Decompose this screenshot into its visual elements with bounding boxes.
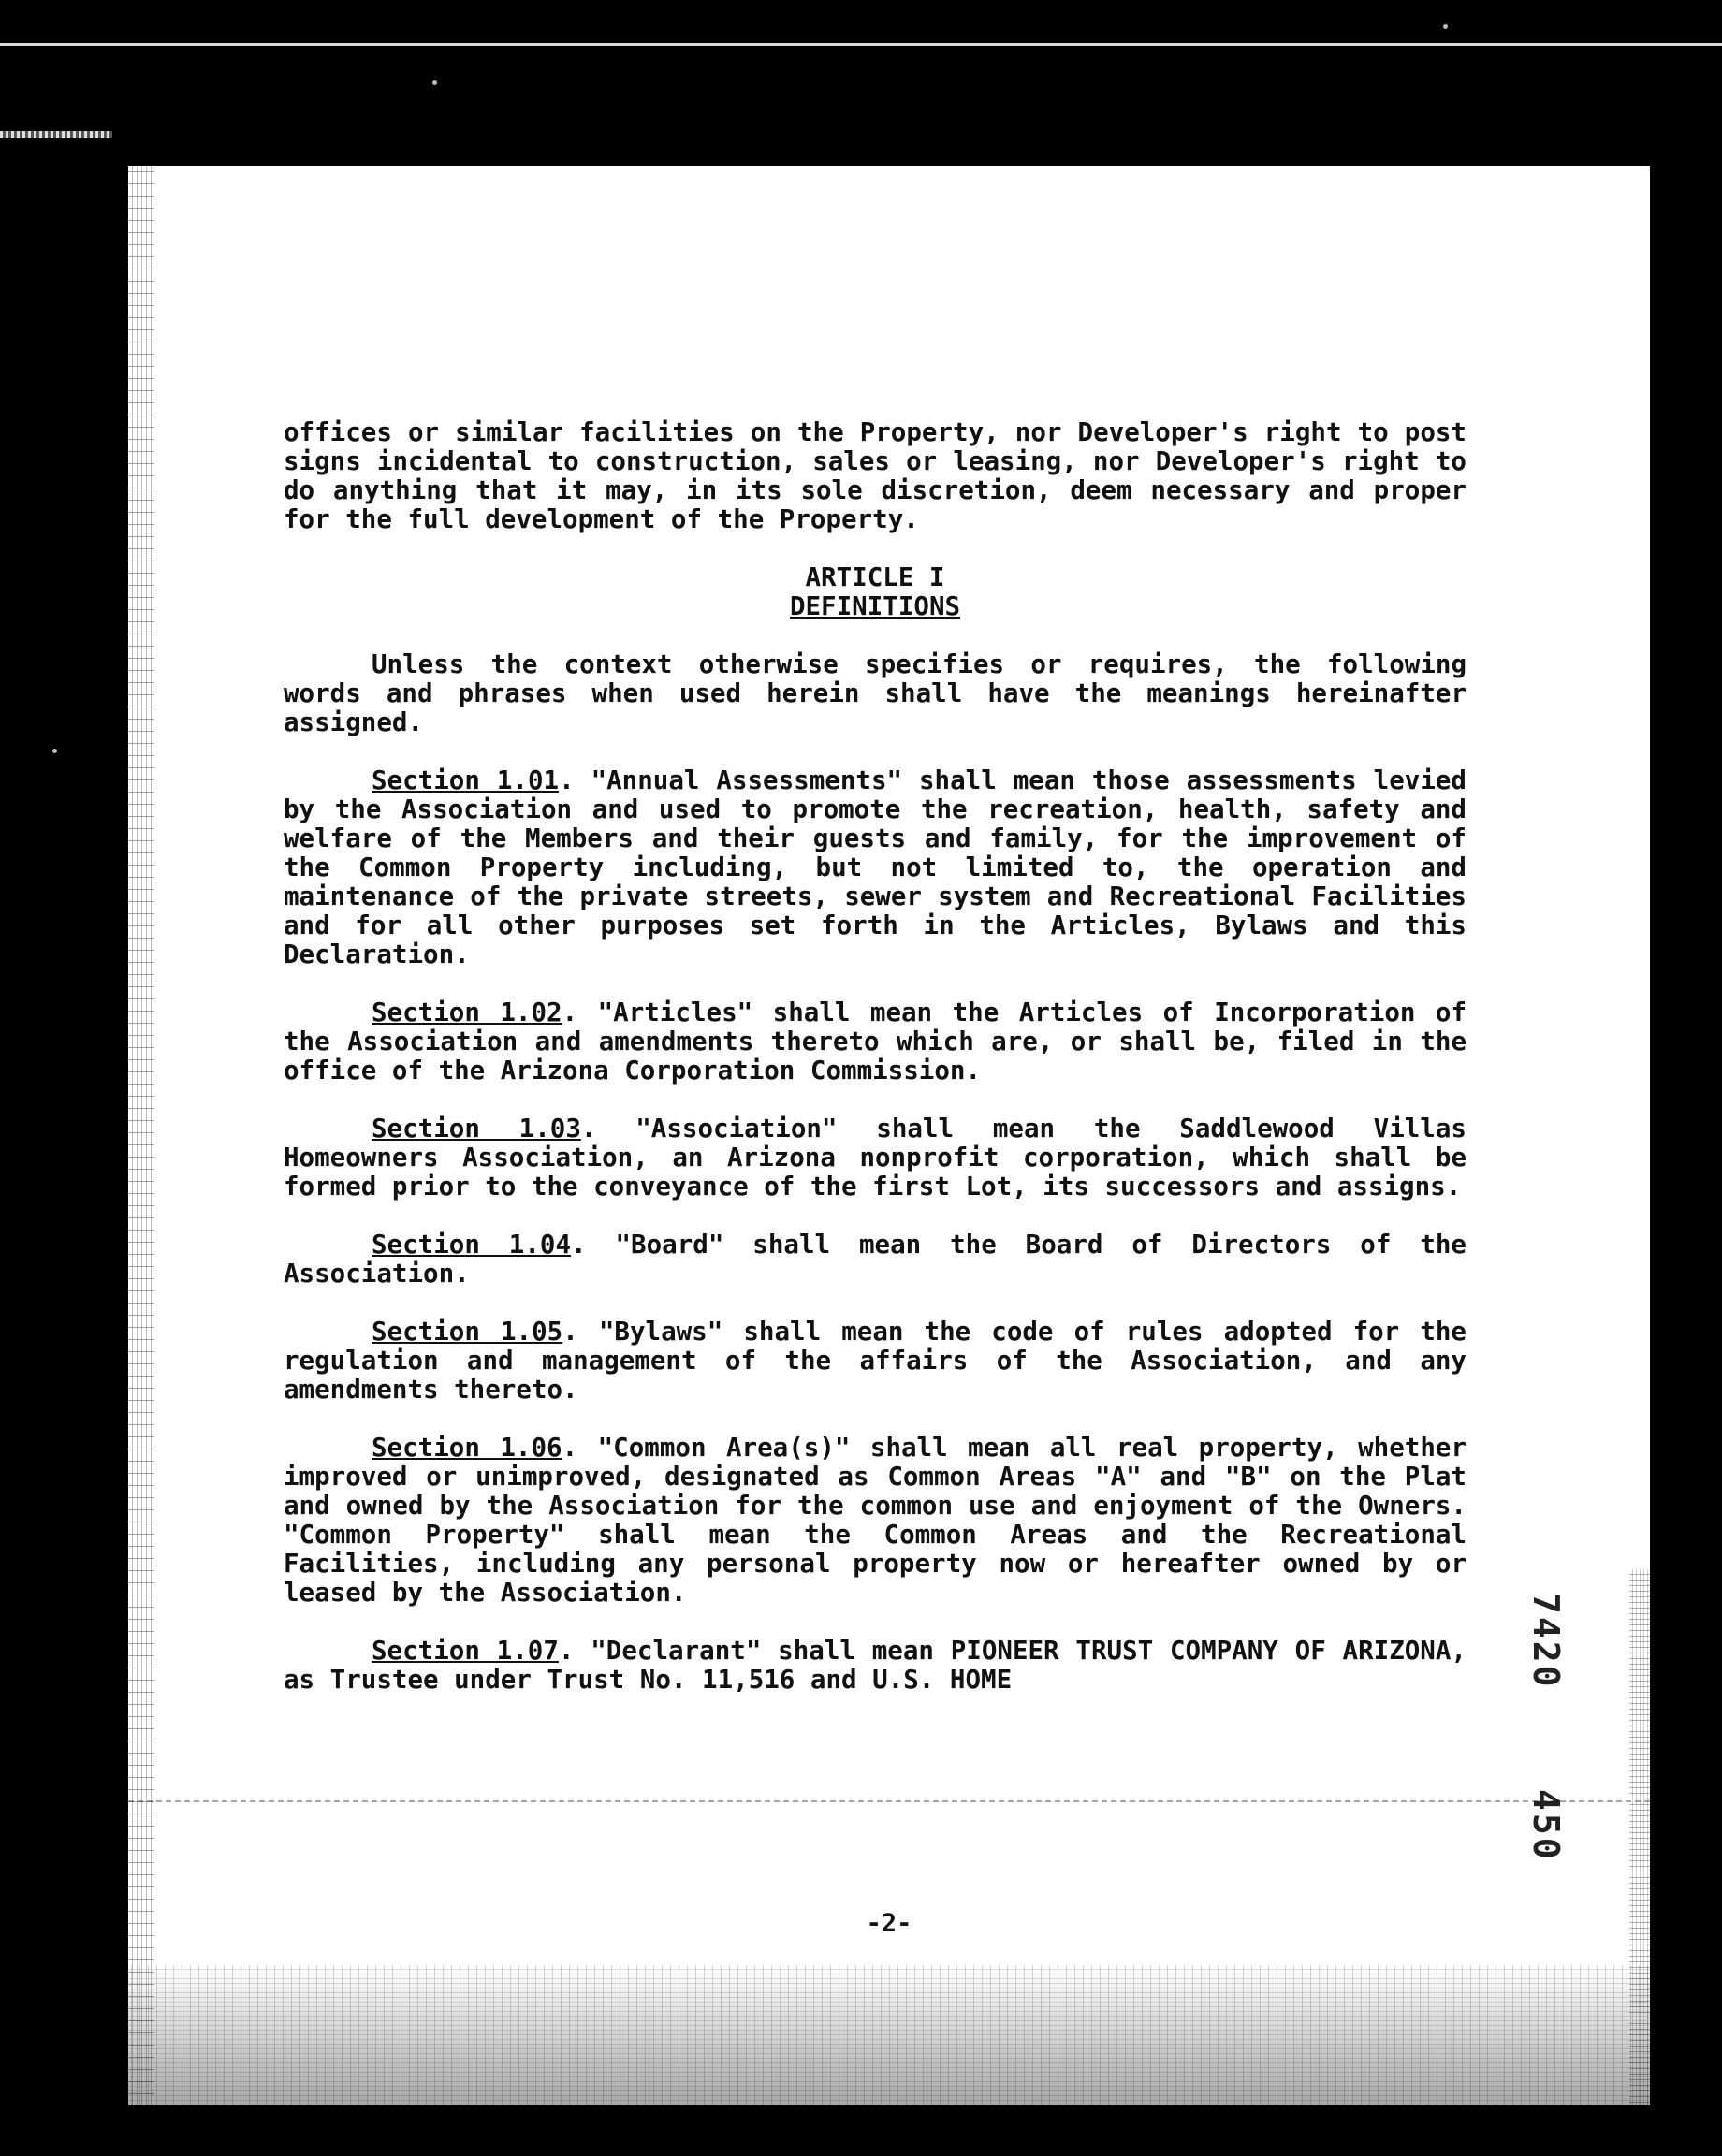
article-title: ARTICLE I (805, 562, 945, 592)
page-number: -2- (866, 1909, 912, 1938)
document-page (128, 166, 1650, 2105)
section-1-03: Section 1.03. "Association" shall mean the Saddlewood Villas Homeowners Association, an Arizona nonprofit corporation, which shall be formed prior to the conveyance of the first Lot, its successors and assigns. (284, 1114, 1467, 1202)
section-1-06: Section 1.06. "Common Area(s)" shall mean all real property, whether improved or unimproved, designated as Common Areas "A" and "B" on the Plat and owned by the Association for the common use and enjoyment of the Owners. "Common Property" shall mean the Common Areas and the Recreational Facilities, including any personal property now or hereafter owned by or leased by the Association. (284, 1433, 1467, 1608)
scan-noise-left (128, 166, 154, 2105)
section-1-05: Section 1.05. "Bylaws" shall mean the code of rules adopted for the regulation and management of the affairs of the Association, and any amendments thereto. (284, 1317, 1467, 1405)
section-label: Section 1.03 (372, 1114, 581, 1144)
scan-top-rule (0, 43, 1722, 46)
scan-noise-bottom (128, 1965, 1650, 2105)
section-label: Section 1.02 (372, 998, 562, 1027)
section-text: "Board" shall mean the Board of Directors of the Association. (284, 1230, 1467, 1289)
side-stamp-book: 7420 (1525, 1593, 1567, 1690)
continuation-paragraph: offices or similar facilities on the Property, nor Developer's right to post signs incidental to construction, sales or leasing, nor Developer's right to do anything that it may, in its sole discretion, deem necessary and proper for the full development of the Property. (284, 417, 1467, 534)
section-text: "Association" shall mean the Saddlewood Villas Homeowners Association, an Arizona nonprofit corporation, which shall be formed prior to the conveyance of the first Lot, its successors and assigns. (284, 1114, 1467, 1202)
section-label: Section 1.06 (372, 1433, 562, 1463)
section-text: "Bylaws" shall mean the code of rules adopted for the regulation and management of the affairs of the Association, and any amendments thereto. (284, 1317, 1467, 1405)
scan-edge-strip (0, 131, 112, 138)
scan-speck (52, 749, 57, 753)
document-body (284, 418, 1467, 1724)
section-text: "Articles" shall mean the Articles of Incorporation of the Association and amendments thereto which are, or shall be, filed in the office of the Arizona Corporation Commission. (284, 998, 1467, 1085)
section-label: Section 1.04 (372, 1230, 572, 1260)
section-label: Section 1.01 (372, 765, 560, 795)
scan-speck (432, 80, 437, 85)
section-text: "Annual Assessments" shall mean those assessments levied by the Association and used to promote the recreation, health, safety and welfare of the Members and their guests and family, for the improvement of the Common Property including, but not limited to, the operation and maintenance of the private streets, sewer system and Recreational Facilities and for all other purposes set forth in the Articles, Bylaws and this Declaration. (284, 765, 1467, 969)
article-subtitle: DEFINITIONS (789, 591, 961, 621)
scan-speck (1443, 24, 1448, 29)
section-text: "Common Area(s)" shall mean all real property, whether improved or unimproved, designated as Common Areas "A" and "B" on the Plat and owned by the Association for the common use and enjoyment of the Owners. "Common Property" shall mean the Common Areas and the Recreational Facilities, including any personal property now or hereafter owned by or leased by the Association. (284, 1433, 1467, 1608)
section-1-01: Section 1.01. "Annual Assessments" shall mean those assessments levied by the Association and used to promote the recreation, health, safety and welfare of the Members and their guests and family, for the improvement of the Common Property including, but not limited to, the operation and maintenance of the private streets, sewer system and Recreational Facilities and for all other purposes set forth in the Articles, Bylaws and this Declaration. (284, 765, 1467, 969)
section-label: Section 1.05 (372, 1317, 563, 1347)
article-heading (284, 563, 1467, 621)
intro-paragraph: Unless the context otherwise specifies or requires, the following words and phrases when used herein shall have the meanings hereinafter assigned. (284, 649, 1467, 737)
section-text: "Declarant" shall mean PIONEER TRUST COMPANY OF ARIZONA, as Trustee under Trust No. 11,516 and U.S. HOME (284, 1636, 1467, 1695)
scan-dash-line (128, 1800, 1650, 1802)
section-1-02: Section 1.02. "Articles" shall mean the Articles of Incorporation of the Association and amendments thereto which are, or shall be, filed in the office of the Arizona Corporation Commission. (284, 998, 1467, 1085)
section-1-04: Section 1.04. "Board" shall mean the Board of Directors of the Association. (284, 1230, 1467, 1289)
section-label: Section 1.07 (372, 1636, 559, 1666)
section-1-07: Section 1.07. "Declarant" shall mean PIONEER TRUST COMPANY OF ARIZONA, as Trustee under Trust No. 11,516 and U.S. HOME (284, 1636, 1467, 1695)
side-stamp-page: 450 (1525, 1789, 1567, 1862)
